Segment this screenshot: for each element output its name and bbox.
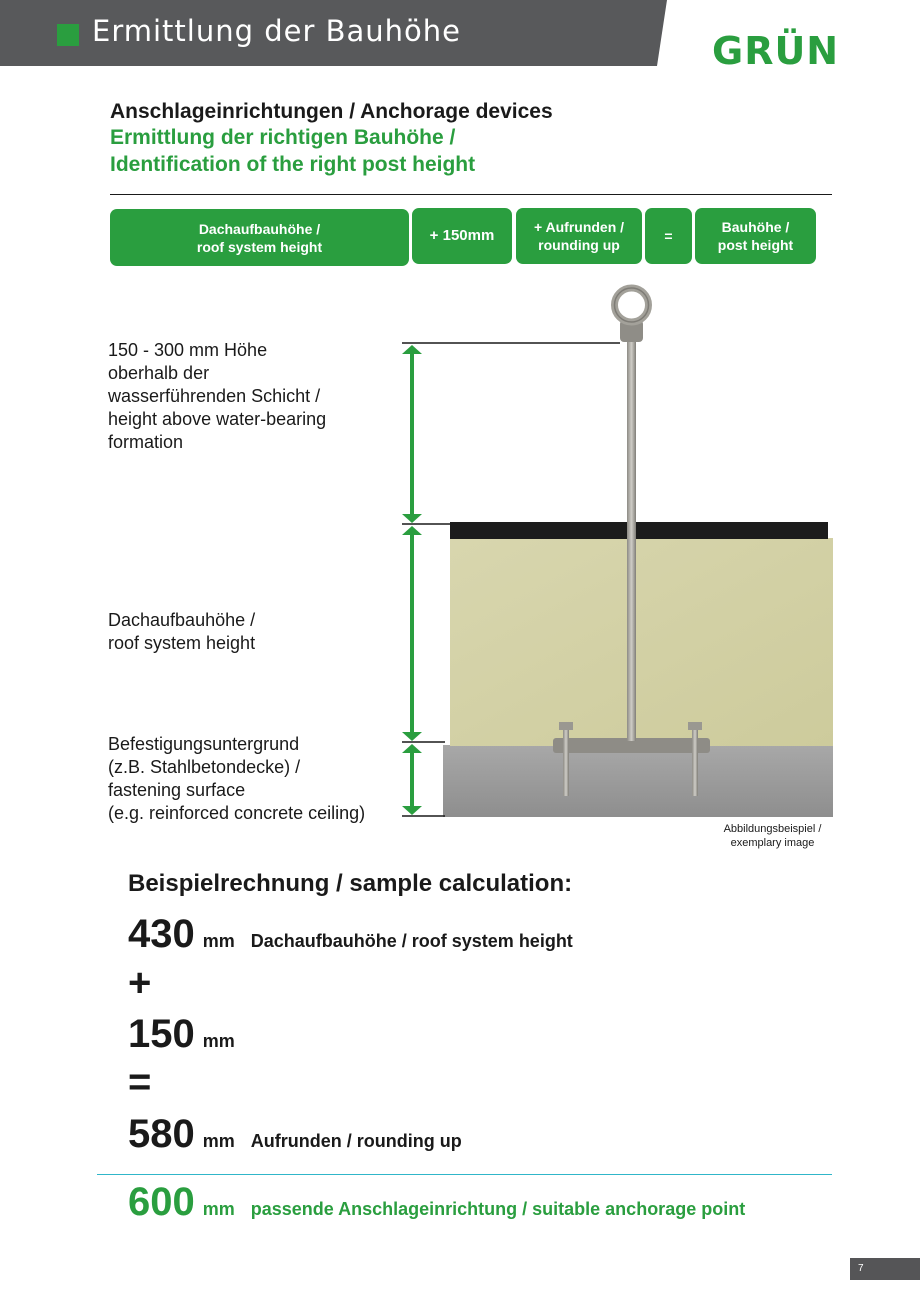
formula-box-post-height-line2: post height bbox=[717, 237, 794, 253]
calc-value: 580 bbox=[128, 1112, 195, 1156]
calc-equals-sign: = bbox=[128, 1060, 152, 1104]
page-subtitle-en: Identification of the right post height bbox=[110, 153, 476, 176]
page-title: Anschlageinrichtungen / Anchorage devices bbox=[110, 100, 553, 123]
dimension-arrows bbox=[402, 345, 422, 815]
calc-value: 150 bbox=[128, 1012, 195, 1056]
calculation-heading: Beispielrechnung / sample calculation: bbox=[128, 870, 573, 897]
formula-box-roof-height-line2: roof system height bbox=[196, 238, 323, 255]
calc-result-desc: passende Anschlageinrichtung / suitable anchorage point bbox=[250, 1199, 746, 1219]
formula-box-post-height-line1: Bauhöhe / bbox=[721, 219, 790, 235]
brand-logo: GRÜN bbox=[712, 29, 840, 73]
calc-row-roof-height bbox=[128, 910, 573, 958]
calc-divider bbox=[97, 1174, 832, 1175]
calc-desc: Aufrunden / rounding up bbox=[250, 1131, 462, 1151]
calc-desc: Dachaufbauhöhe / roof system height bbox=[250, 931, 573, 951]
formula-box-plus-150 bbox=[412, 208, 512, 264]
calc-row-result bbox=[128, 1178, 745, 1226]
title-divider bbox=[110, 194, 832, 195]
calc-result-value: 600 bbox=[128, 1180, 195, 1224]
header-title: Ermittlung der Bauhöhe bbox=[92, 14, 462, 48]
formula-box-post-height bbox=[695, 208, 816, 264]
concrete-layer bbox=[443, 745, 833, 817]
calc-row-150 bbox=[128, 1010, 235, 1058]
calc-row-rounding bbox=[128, 1110, 462, 1158]
formula-box-roof-height bbox=[110, 209, 409, 266]
waterproof-membrane bbox=[450, 522, 828, 539]
calc-result-unit: mm bbox=[202, 1199, 235, 1219]
label-roof-system-height: Dachaufbauhöhe / roof system height bbox=[108, 610, 256, 653]
insulation-layer bbox=[450, 538, 833, 746]
calc-unit: mm bbox=[202, 1031, 235, 1051]
post-rod bbox=[627, 335, 636, 741]
page-subtitle-de: Ermittlung der richtigen Bauhöhe / bbox=[110, 126, 456, 149]
page-number: 7 bbox=[850, 1258, 920, 1280]
formula-box-rounding-line1: + Aufrunden / bbox=[533, 219, 625, 235]
calc-unit: mm bbox=[202, 931, 235, 951]
formula-box-plus-150-label: + 150mm bbox=[429, 227, 495, 244]
formula-box-equals-label: = bbox=[664, 228, 673, 244]
formula-box-roof-height-line1: Dachaufbauhöhe / bbox=[198, 220, 321, 237]
formula-box-rounding bbox=[516, 208, 642, 264]
formula-box-equals bbox=[645, 208, 692, 264]
calc-plus-sign: + bbox=[128, 961, 152, 1005]
formula-box-rounding-line2: rounding up bbox=[538, 237, 620, 253]
label-height-above-membrane: 150 - 300 mm Höhe oberhalb der wasserführenden Schicht / height above water-bearing formation bbox=[108, 340, 327, 452]
calc-unit: mm bbox=[202, 1131, 235, 1151]
label-fastening-surface: Befestigungsuntergrund (z.B. Stahlbetondecke) / fastening surface (e.g. reinforced concrete ceiling) bbox=[108, 734, 366, 823]
calc-value: 430 bbox=[128, 912, 195, 956]
anchor-eyelet bbox=[615, 288, 649, 342]
image-caption: Abbildungsbeispiel / exemplary image bbox=[723, 823, 822, 849]
header-square-icon bbox=[57, 24, 79, 46]
